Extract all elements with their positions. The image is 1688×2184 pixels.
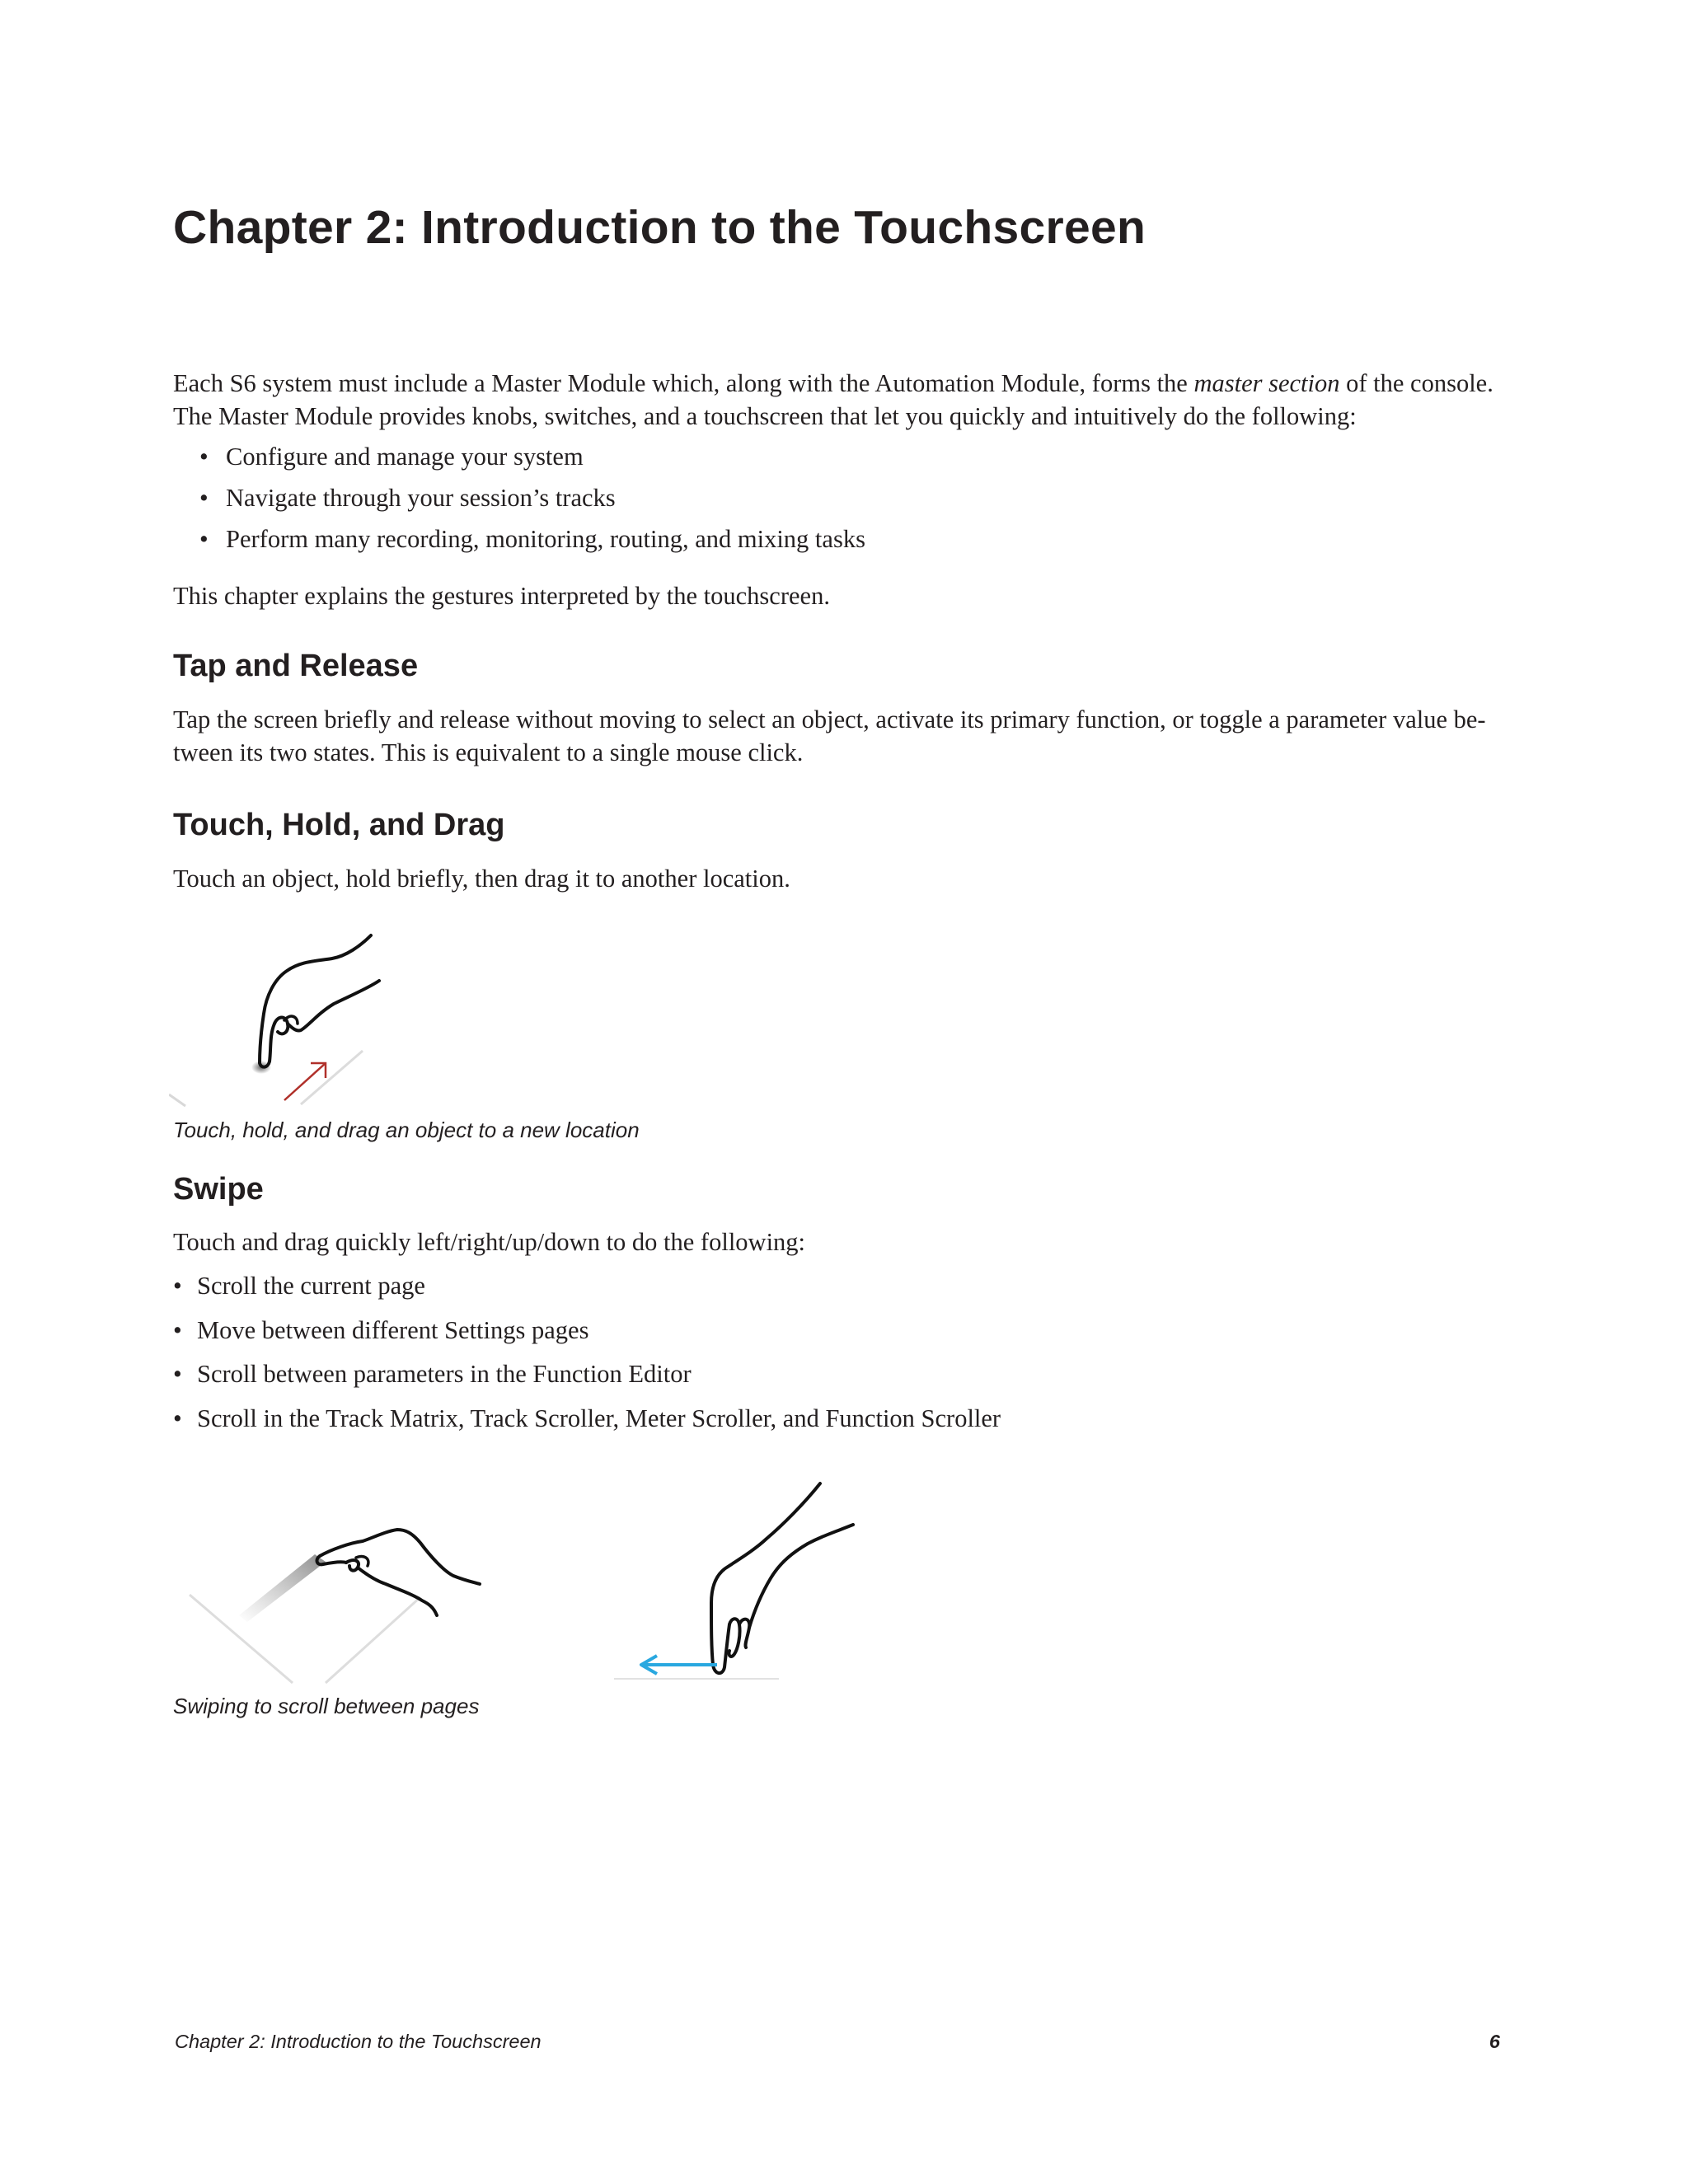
bullet: •	[173, 1404, 182, 1432]
master-section-term: master section	[1193, 369, 1340, 397]
bullet: •	[199, 525, 209, 553]
list-item	[173, 1314, 1001, 1358]
intro-line-2: The Master Module provides knobs, switches, and a touchscreen that let you quickly and intuitively do the following:	[173, 402, 1357, 430]
list-item-text: Scroll between parameters in the Function Editor	[197, 1360, 692, 1388]
tap-release-paragraph	[173, 703, 1517, 769]
swipe-hand-icon	[181, 1492, 495, 1690]
bullet: •	[199, 484, 209, 512]
bullet: •	[173, 1360, 182, 1388]
swipe-bullet-list	[173, 1269, 1001, 1446]
list-item-text: Navigate through your session’s tracks	[226, 484, 616, 512]
touch-hold-drag-heading: Touch, Hold, and Drag	[173, 808, 505, 842]
bullet: •	[199, 443, 209, 471]
chapter-title: Chapter 2: Introduction to the Touchscreen	[173, 201, 1146, 254]
list-item-text: Perform many recording, monitoring, routing, and mixing tasks	[226, 525, 865, 553]
list-item	[173, 1357, 1001, 1402]
intro-line-1-end: of the console.	[1339, 369, 1493, 397]
intro-bullet-list	[199, 440, 865, 564]
tap-release-line-1: Tap the screen briefly and release without moving to select an object, activate its primary function, or toggle a parameter value be-	[173, 705, 1486, 733]
intro-line-1-start: Each S6 system must include a Master Module which, along with the Automation Module, forms the	[173, 369, 1194, 397]
intro-paragraph	[173, 367, 1517, 433]
tap-release-heading: Tap and Release	[173, 649, 419, 683]
list-item	[199, 481, 865, 523]
intro-line-1	[173, 367, 1517, 400]
touch-hold-drag-caption: Touch, hold, and drag an object to a new location	[173, 1118, 640, 1142]
page-number: 6	[1489, 2031, 1500, 2052]
list-item	[173, 1269, 1001, 1314]
swipe-heading: Swipe	[173, 1172, 264, 1207]
tap-release-line-2: tween its two states. This is equivalent to a single mouse click.	[173, 738, 804, 766]
chapter-summary: This chapter explains the gestures interpreted by the touchscreen.	[173, 582, 830, 610]
swipe-left-hand-icon	[614, 1479, 861, 1690]
list-item	[173, 1402, 1001, 1446]
footer-chapter-title: Chapter 2: Introduction to the Touchscreen	[175, 2031, 542, 2052]
swipe-paragraph: Touch and drag quickly left/right/up/down to do the following:	[173, 1228, 806, 1256]
touch-hold-drag-paragraph: Touch an object, hold briefly, then drag it to another location.	[173, 865, 790, 893]
bullet: •	[173, 1315, 182, 1344]
list-item	[199, 440, 865, 481]
list-item-text: Move between different Settings pages	[197, 1315, 589, 1344]
bullet: •	[173, 1272, 182, 1300]
list-item-text: Scroll in the Track Matrix, Track Scroller, Meter Scroller, and Function Scroller	[197, 1404, 1001, 1432]
drag-gesture-hand-icon	[169, 931, 392, 1113]
list-item-text: Configure and manage your system	[226, 443, 584, 471]
list-item	[199, 523, 865, 564]
list-item-text: Scroll the current page	[197, 1272, 425, 1300]
swipe-caption: Swiping to scroll between pages	[173, 1694, 480, 1718]
